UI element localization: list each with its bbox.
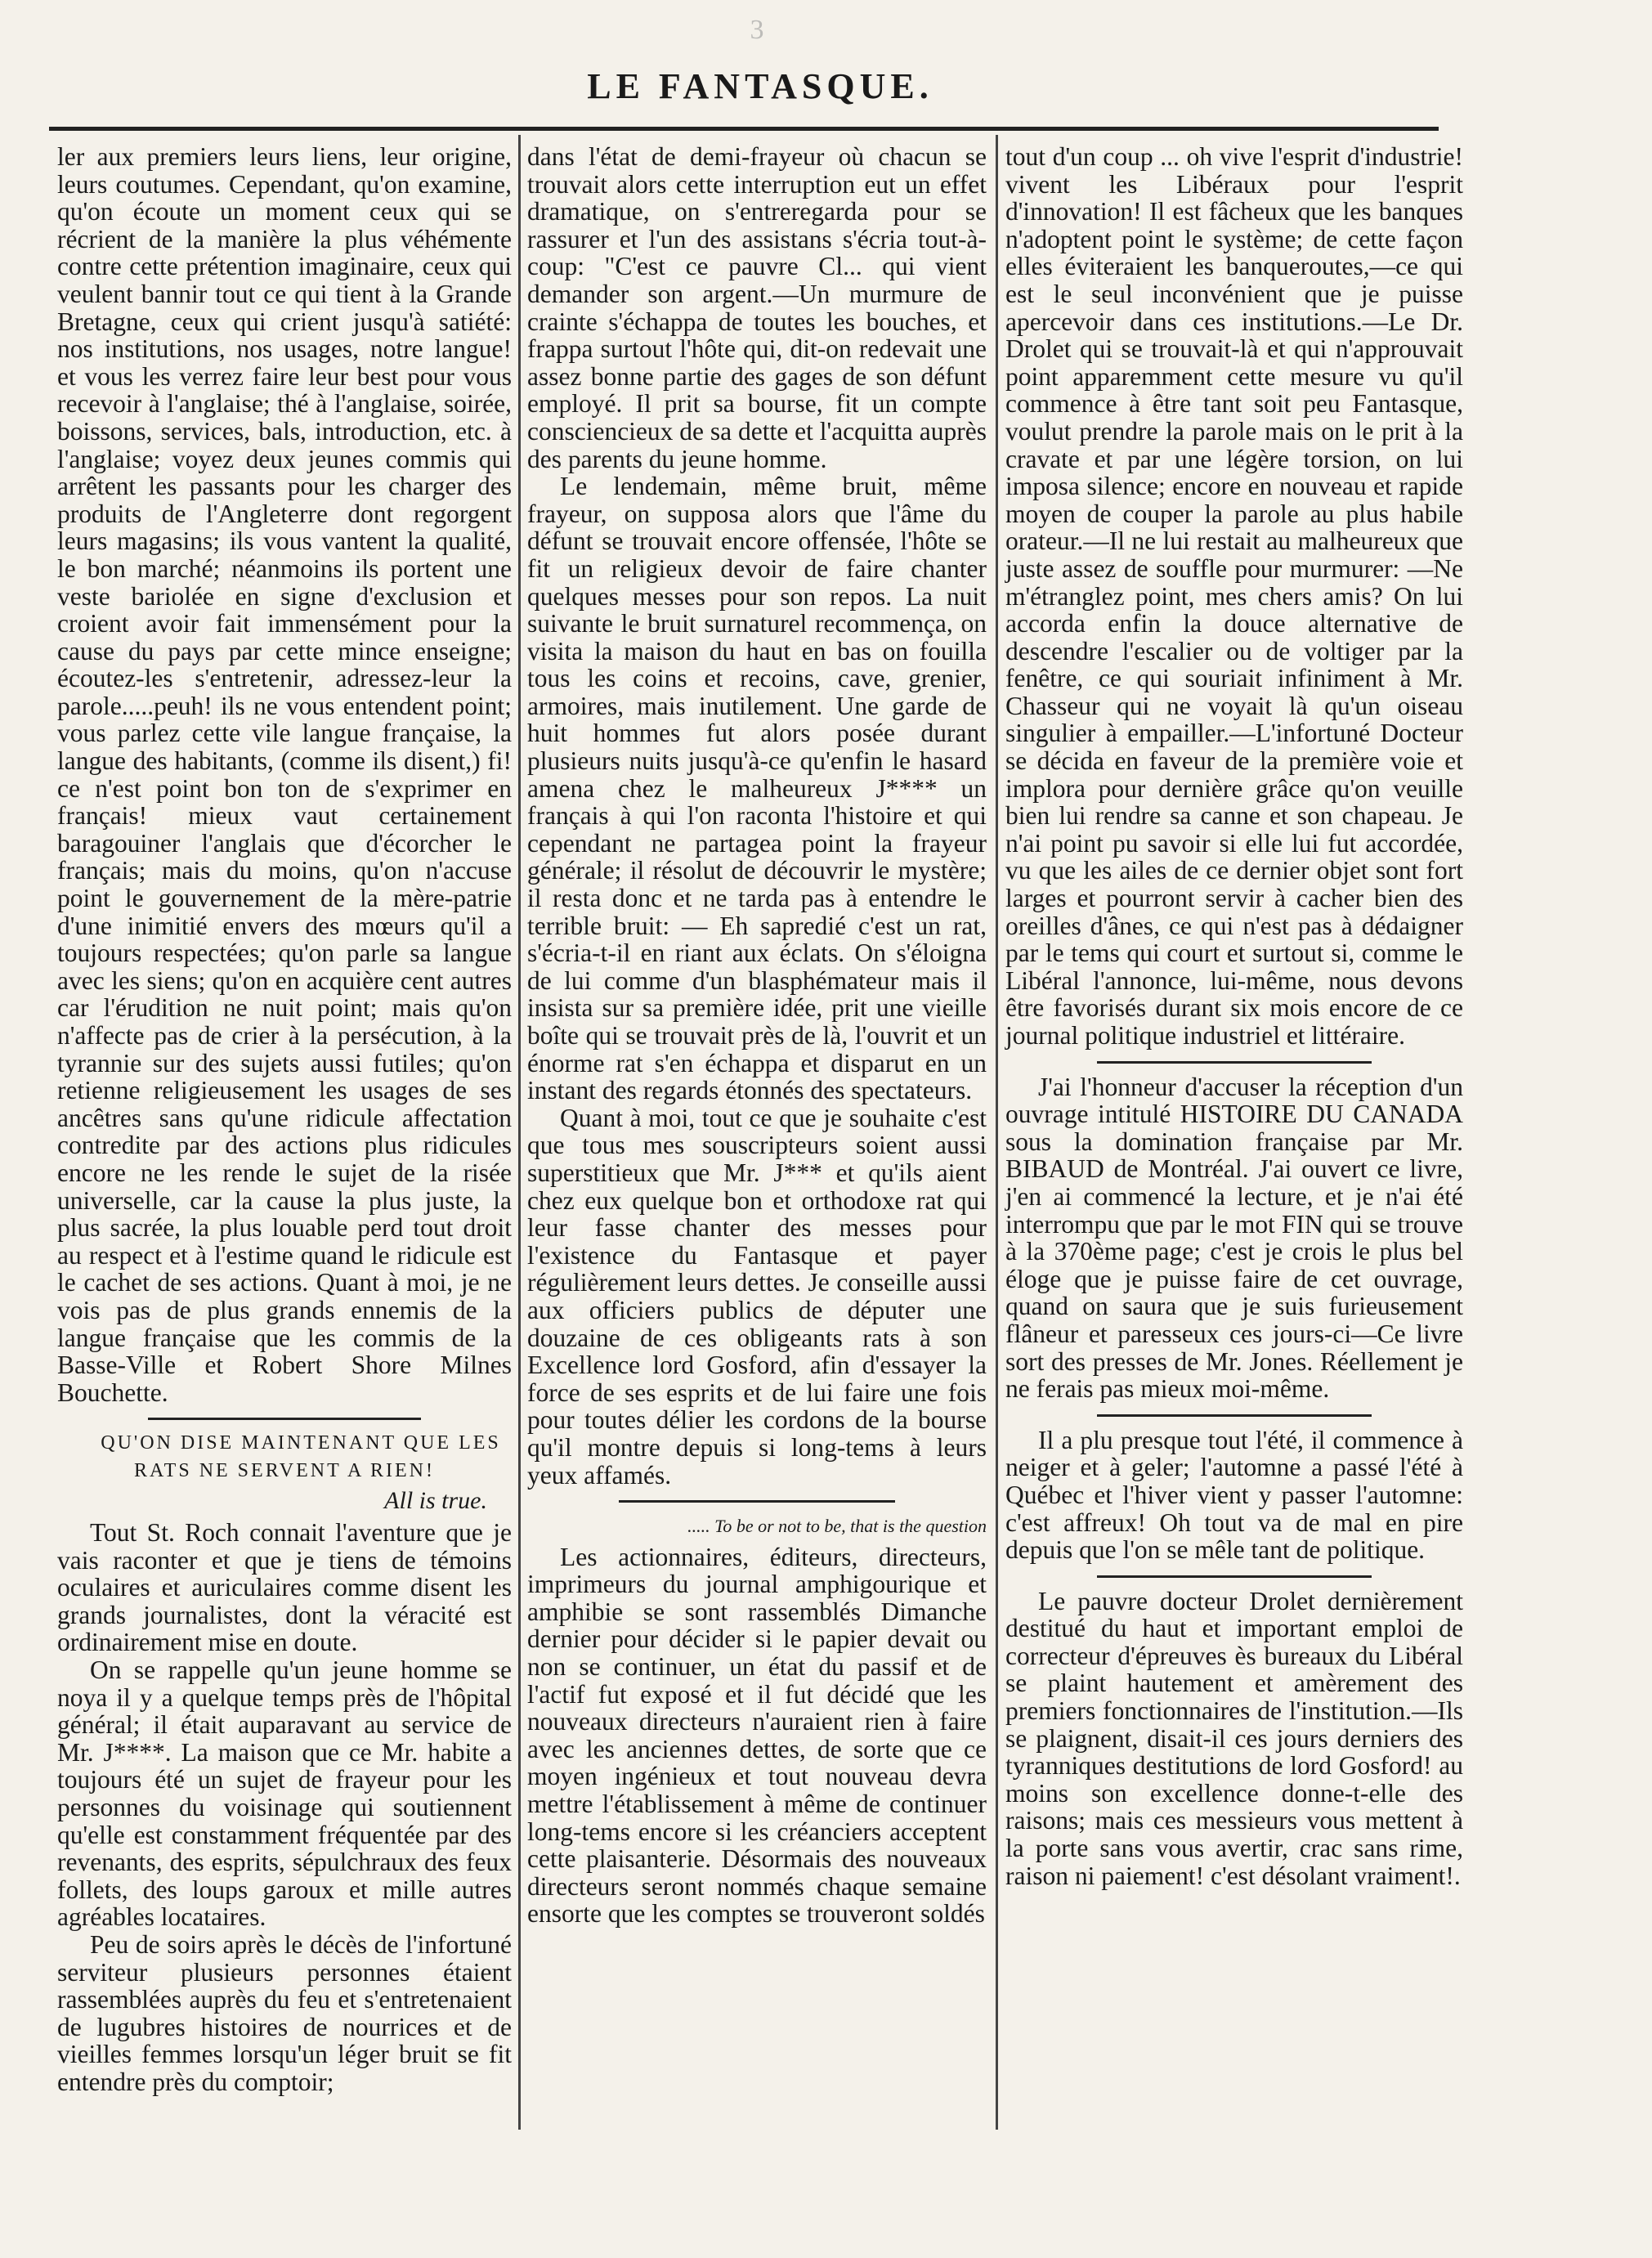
article-subhead: All is true. xyxy=(384,1486,487,1514)
article-text: tout d'un coup ... oh vive l'esprit d'industrie! vivent les Libéraux pour l'esprit d'innovation! Il est fâcheux que les banques n'adoptent point le système; de cette façon elles éviteraient les banqueroutes,—ce qui est le seul inconvénient que je puisse apercevoir dans ces institutions.—Le Dr. Drolet qui se trouvait-là et qui n'approuvait point apparemment cette mesure vu qu'il commence à être tant soit peu Fantasque, voulut prendre la parole mais on le prit à la cravate et par une légère torsion, on lui imposa silence; encore en nouveau et rapide moyen de couper la parole au plus habile orateur.—Il ne lui restait au malheureux que juste assez de souffle pour murmurer: —Ne m'étranglez point, mes chers amis? On lui accorda enfin la douce alternative de descendre l'escalier ou de voltiger par la fenêtre, ce qui souriait infiniment à Mr. Chasseur qui ne voyait là qu'un oiseau singulier à empailler.—L'infortuné Docteur se décida en faveur de la première voie et implora pour dernière grâce qu'on veuille bien lui rendre sa canne et son chapeau. Je n'ai point pu savoir si elle lui fut accordée, vu que les ailes de ce dernier objet sont fort larges et pourront servir à cacher bien des oreilles d'ânes, ce qui n'est pas à dédaigner par le tems qui court et surtout si, comme le Libéral l'annonce, lui-même, nous devons être favorisés durant six mois encore de ce journal politique industriel et littéraire. xyxy=(1005,142,1463,1050)
article-text: Peu de soirs après le décès de l'infortuné serviteur plusieurs personnes étaient rassemblées auprès du feu et s'entretenaient de lugubres histoires de nourrices et de vieilles femmes lorsqu'un léger bruit se fit entendre près du comptoir; xyxy=(57,1930,512,2096)
article-text: Le pauvre docteur Drolet dernièrement destitué du haut et important emploi de correcteur d'épreuves ès bureaux du Libéral se plaint hautement et amèrement des premiers fonctionnaires de l'institution.—Ils se plaignent, disait-il ces jours derniers des tyranniques destitutions de lord Gosford! au moins son excellence donne-t-elle des raisons; mais ces messieurs vous mettent à la porte sans vous avertir, crac sans rime, raison ni paiement! c'est désolant vraiment!. xyxy=(1005,1586,1463,1890)
column-1 xyxy=(57,143,512,2096)
article-separator xyxy=(1097,1414,1372,1417)
article-headline: QU'ON DISE MAINTENANT QUE LES RATS NE SERVENT A RIEN! xyxy=(101,1432,501,1481)
article-separator xyxy=(619,1500,894,1503)
masthead: LE FANTASQUE. xyxy=(587,66,933,106)
article-separator xyxy=(1097,1061,1372,1064)
article-separator xyxy=(1097,1575,1372,1578)
header-rule xyxy=(49,127,1439,131)
column-2 xyxy=(527,143,987,1928)
column-divider-1 xyxy=(518,135,521,2130)
article-separator xyxy=(148,1418,421,1420)
article-text: Quant à moi, tout ce que je souhaite c'est que tous mes souscripteurs soient aussi superstitieux que Mr. J*** et qu'ils aient chez eux quelque bon et orthodoxe rat qui leur fasse chanter des messes pour l'existence du Fantasque et payer régulièrement leurs dettes. Je conseille aussi aux officiers publics de députer une douzaine de ces obligeants rats à son Excellence lord Gosford, afin d'essayer la force de ses esprits et de lui faire une fois pour toutes délier les cordons de la bourse qu'il montre depuis si long-tems à leurs yeux affamés. xyxy=(527,1103,987,1490)
article-text: dans l'état de demi-frayeur où chacun se trouvait alors cette interruption eut un effet dramatique, on s'entreregarda pour se rassurer et l'un des assistans s'écria tout-à-coup: "C'est ce pauvre Cl... qui vient demander son argent.—Un murmure de crainte s'échappa de toutes les bouches, et frappa surtout l'hôte qui, dit-on redevait une assez bonne partie des gages de son défunt employé. Il prit sa bourse, fit un compte consciencieux de sa dette et l'acquitta auprès des parents du jeune homme. xyxy=(527,142,987,473)
article-text: ler aux premiers leurs liens, leur origine, leurs coutumes. Cependant, qu'on examine, qu'on écoute un moment ceux qui se récrient de la manière la plus véhémente contre cette prétention imaginaire, ceux qui veulent bannir tout ce qui tient à la Grande Bretagne, ceux qui crient jusqu'à satiété: nos institutions, nos usages, notre langue! et vous les verrez faire leur best pour vous recevoir à l'anglaise; thé à l'anglaise, soirée, boissons, services, bals, introduction, etc. à l'anglaise; voyez deux jeunes commis qui arrêtent les passants pour les charger des produits de l'Angleterre dont regorgent leurs magasins; ils vous vantent la qualité, le bon marché; néanmoins ils portent une veste bariolée en signe d'exclusion et croient avoir fait immensément pour la cause du pays par cette mince enseigne; écoutez-les s'entretenir, adressez-leur la parole.....peuh! ils ne vous entendent point; vous parlez cette vile langue française, la langue des habitants, (comme ils disent,) fi! ce n'est point bon ton de s'exprimer en français! mieux vaut certainement baragouiner l'anglais que d'écorcher le français; mais du moins, qu'on n'accuse point le gouvernement de la mère-patrie d'une inimitié envers des mœurs qu'il a toujours respectées; qu'on parle sa langue avec les siens; qu'on en acquière cent autres car l'érudition ne nuit point; mais qu'on n'affecte pas de crier à la persécution, à la tyrannie sur des sujets aussi futiles; qu'on retienne religieusement les usages de ses ancêtres sans qu'une ridicule affectation contredite par des actions plus ridicules encore ne les rende le sujet de la risée universelle, car la cause la plus juste, la plus sacrée, la plus louable perd tout droit au respect et à l'estime quand le ridicule est le cachet de ses actions. Quant à moi, je ne vois pas de plus grands ennemis de la langue française que les commis de la Basse-Ville et Robert Shore Milnes Bouchette. xyxy=(57,142,512,1407)
running-head: 3 xyxy=(750,15,771,45)
article-text: Les actionnaires, éditeurs, directeurs, imprimeurs du journal amphigourique et amphibie se sont rassemblés Dimanche dernier pour décider si le papier devait ou non se continuer, un état du passif et de l'actif fut exposé et il fut décidé que les nouveaux directeurs n'auraient rien à faire avec les anciennes dettes, de sorte que ce moyen ingénieux et tout nouveau devra mettre l'établissement à même de continuer long-tems encore si les créanciers acceptent cette plaisanterie. Désormais des nouveaux directeurs seront nommés chaque semaine ensorte que les comptes se trouveront soldés xyxy=(527,1542,987,1929)
column-divider-2 xyxy=(996,135,998,2130)
article-text: J'ai l'honneur d'accuser la réception d'un ouvrage intitulé HISTOIRE DU CANADA sous la domination française par Mr. BIBAUD de Montréal. J'ai ouvert ce livre, j'en ai commencé la lecture, et je n'ai été interrompu que par le mot FIN qui se trouve à la 370ème page; c'est je crois le plus bel éloge que je puisse faire de cet ouvrage, quand on saura que je suis furieusement flâneur et paresseux ces jours-ci—Ce livre sort des presses de Mr. Jones. Réellement je ne ferais pas mieux moi-même. xyxy=(1005,1072,1463,1404)
article-text: On se rappelle qu'un jeune homme se noya il y a quelque temps près de l'hôpital général; il était auparavant au service de Mr. J****. La maison que ce Mr. habite a toujours été un sujet de frayeur pour les personnes du voisinage qui soutiennent qu'elle est constamment fréquentée par des revenants, des esprits, sépulchraux des feux follets, des loups garoux et mille autres agréables locataires. xyxy=(57,1655,512,1932)
article-text: Le lendemain, même bruit, même frayeur, on supposa alors que l'âme du défunt se trouvait encore offensée, l'hôte se fit un religieux devoir de faire chanter quelques messes pour son repos. La nuit suivante le bruit surnaturel recommença, on visita la maison du haut en bas on fouilla tous les coins et recoins, cave, grenier, armoires, mais inutilement. Une garde de huit hommes fut alors posée durant plusieurs nuits jusqu'à-ce qu'enfin le hasard amena chez le malheureux J**** un français à qui l'on raconta l'histoire et qui cependant ne partagea point la frayeur générale; il résolut de découvrir le mystère; il resta donc et ne tarda pas à entendre le terrible bruit: — Eh sapredié c'est un rat, s'écria-t-il en riant aux éclats. On s'éloigna de lui comme d'un blasphémateur mais il insista sur sa première idée, prit une vieille boîte qui se trouvait près de là, l'ouvrit et un énorme rat s'en échappa et disparut en un instant des regards étonnés des spectateurs. xyxy=(527,472,987,1105)
article-text: Il a plu presque tout l'été, il commence à neiger et à geler; l'automne a passé l'été à Québec et l'hiver vient y passer l'automne: c'est affreux! Oh tout va de mal en pire depuis que l'on se mêle tant de politique. xyxy=(1005,1425,1463,1565)
article-text: Tout St. Roch connait l'aventure que je vais raconter et que je tiens de témoins oculaires et auriculaires comme disent les grands journalistes, dont la véracité est ordinairement mise en doute. xyxy=(57,1518,512,1657)
column-3 xyxy=(1005,143,1463,1889)
article-epigraph: ..... To be or not to be, that is the question xyxy=(687,1516,987,1537)
